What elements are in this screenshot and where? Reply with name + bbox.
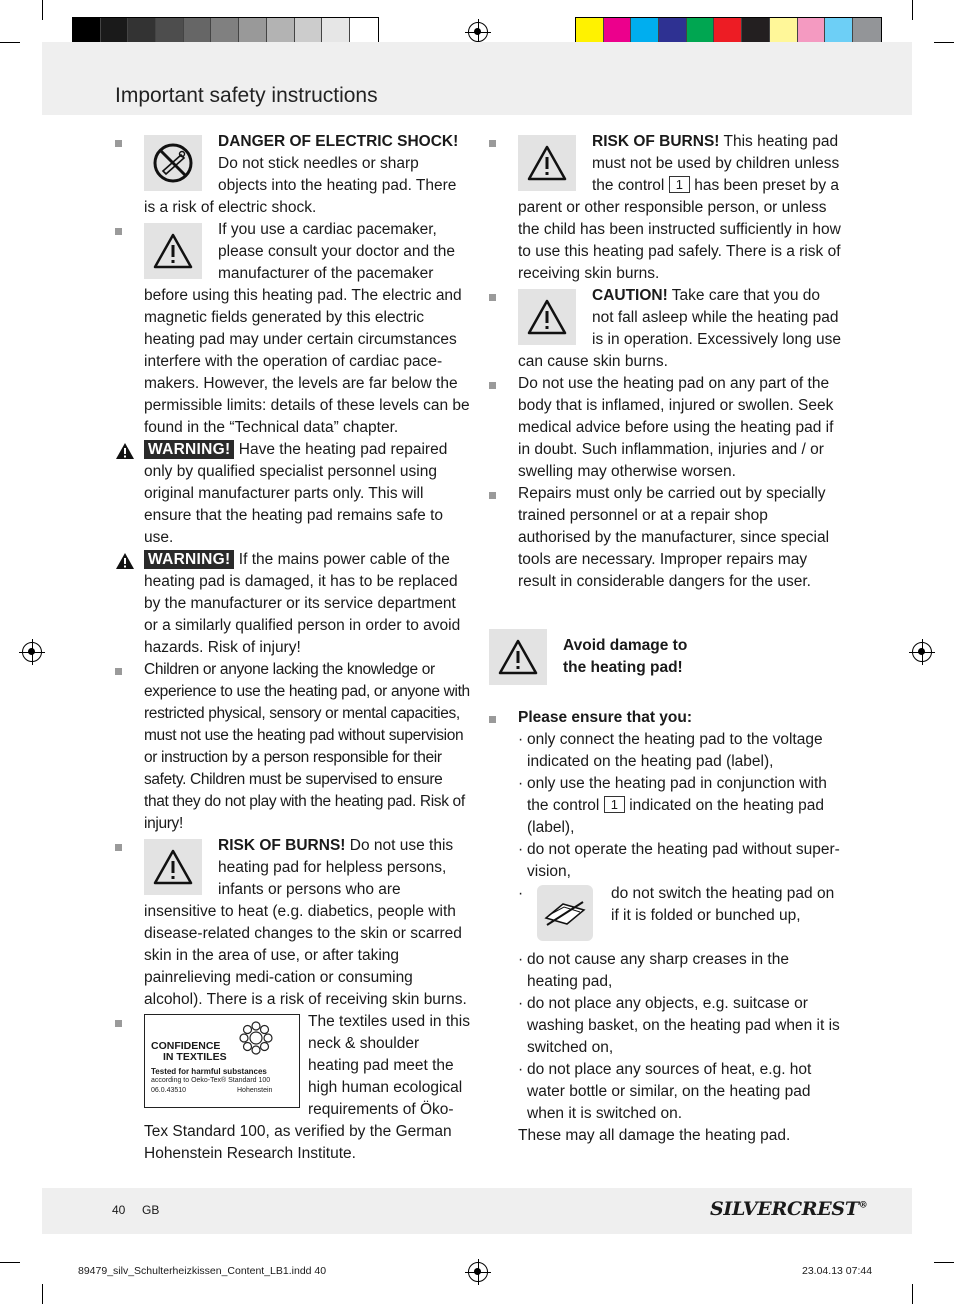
bullet (489, 382, 496, 389)
logo-text: IN TEXTILES (163, 1051, 227, 1063)
list-item (489, 285, 844, 373)
item-text: Repairs must only be carried out by specially trained personnel or at a repair shop authorised by the manufacturer, since special tools are necessary. Improper repairs may result in considerable dangers for the user. (518, 485, 830, 590)
logo-text: CONFIDENCE (151, 1040, 221, 1052)
item-text: This heating pad must not be used by children unless the control (592, 133, 840, 194)
list-item (115, 1011, 470, 1165)
item-text: Take care that you do not fall asleep while the heating pad is in operation. Excessively long use can cause skin burns. (518, 287, 841, 370)
crop-mark (42, 1284, 43, 1304)
warning-label: WARNING! (144, 550, 234, 569)
brand-text: SILVER (710, 1198, 787, 1220)
item-text: Children or anyone lacking the knowledge or experience to use the heating pad, or anyone with restricted physical, sensory or mental capacities, must not use the heating pad without supervision or instruction by a person responsible for their safety. Children must be supervised to ensure that they do not play with the heating pad. Risk of injury! (144, 661, 470, 832)
file-slug: 89479_silv_Schulterheizkissen_Content_LB1.indd 40 (78, 1265, 327, 1277)
oeko-tex-flower-icon (237, 1019, 275, 1057)
logo-text: 06.0.43510 (151, 1087, 187, 1094)
registration-mark-icon (468, 1262, 488, 1282)
list-item: · only connect the heating pad to the voltage indicated on the heating pad (label), (518, 729, 844, 773)
bullet (489, 140, 496, 147)
list-item: · do not operate the heating pad without super-vision, (518, 839, 844, 883)
warning-label: WARNING! (144, 440, 234, 459)
list-item (115, 219, 470, 439)
warning-triangle-icon (489, 629, 547, 685)
item-text: Have the heating pad repaired only by qualified specialist personnel using original manufacturer parts only. This will ensure that the heating pad remains safe to use. (144, 441, 448, 546)
caution-heading: CAUTION! (592, 287, 668, 304)
list-item (489, 707, 844, 1147)
list-item (518, 883, 844, 949)
list-item (115, 439, 470, 549)
crop-mark (934, 42, 954, 43)
page-title: Important safety instructions (115, 84, 378, 107)
oeko-tex-logo (144, 1014, 300, 1108)
crop-mark (912, 0, 913, 20)
bullet (115, 1020, 122, 1027)
item-text: If you use a cardiac pacemaker, please consult your doctor and the manufacturer of the pacemaker before using this heating pad. The electric and magnetic fields generated by this electric heating pad may under certain circumstances interfere with the operation of cardiac pace-makers. However, the levels are far below the permissible limits: details of these levels can be found in the “Technical data” chapter. (144, 221, 470, 436)
folded-pad-icon (537, 885, 593, 941)
crop-mark (912, 1284, 913, 1304)
list-item: · do not place any objects, e.g. suitcase or washing basket, on the heating pad when it is switched on, (518, 993, 844, 1059)
item-text: has been preset by a parent or other responsible person, or unless the child has been instructed sufficiently in how to use this heating pad safely. There is a risk of receiving skin burns. (518, 177, 841, 282)
list-item (489, 373, 844, 483)
bullet (489, 294, 496, 301)
warning-triangle-icon (518, 289, 576, 345)
bullet (489, 492, 496, 499)
item-text: The textiles used in this neck & shoulder heating pad meet the high human ecological requirements of Öko-Tex Standard 100, as verified by the German Hohenstein Research Institute. (144, 1013, 470, 1162)
crop-mark (0, 1262, 20, 1263)
burns-heading: RISK OF BURNS! (218, 837, 346, 854)
section-heading (489, 629, 844, 685)
item-text: Do not use the heating pad on any part of the body that is inflamed, injured or swollen. Seek medical advice before using the heating pad if in doubt. Such inflammation, injuries and / or swelling may otherwise worsen. (518, 375, 834, 480)
registration-mark-icon (468, 22, 488, 42)
list-item: · do not cause any sharp creases in the heating pad, (518, 949, 844, 993)
date-slug: 23.04.13 07:44 (802, 1265, 873, 1277)
item-text: If the mains power cable of the heating pad is damaged, it has to be replaced by the manufacturer or its service department or a similarly qualified person in order to avoid hazards. Risk of injury! (144, 551, 461, 656)
crop-mark (0, 42, 20, 43)
logo-text: according to Oeko-Tex® Standard 100 (151, 1077, 271, 1084)
crop-mark (42, 0, 43, 20)
bullet (115, 668, 122, 675)
item-text: indicated on the heating pad (label), (527, 797, 824, 836)
list-item (115, 835, 470, 1011)
item-text: do not switch the heating pad on if it is folded or bunched up, (611, 885, 835, 924)
control-reference: 1 (604, 796, 625, 813)
registration-mark-icon (912, 642, 932, 662)
registration-mark-icon (22, 642, 42, 662)
bullet (115, 844, 122, 851)
list-item (489, 483, 844, 593)
warning-triangle-icon (518, 135, 576, 191)
brand-text: CREST (786, 1198, 859, 1220)
logo-text: Hohenstein (237, 1087, 273, 1094)
warning-triangle-small-icon (115, 552, 135, 570)
list-item: · do not place any sources of heat, e.g. hot water bottle or similar, on the heating pad when it is switched on. (518, 1059, 844, 1125)
list-item (115, 549, 470, 659)
list-item (518, 773, 844, 839)
bullet (489, 716, 496, 723)
warning-triangle-small-icon (115, 442, 135, 460)
list-item (115, 131, 470, 219)
warning-triangle-icon (144, 839, 202, 895)
item-text: Do not stick needles or sharp objects into the heating pad. There is a risk of electric shock. (144, 155, 457, 216)
right-column (489, 131, 844, 1147)
burns-heading: RISK OF BURNS! (592, 133, 720, 150)
bullet (115, 228, 122, 235)
section-heading-text: the heating pad! (563, 659, 683, 676)
no-needle-icon (144, 135, 202, 191)
ensure-heading: Please ensure that you: (518, 709, 693, 726)
section-heading-text: Avoid damage to (563, 637, 688, 654)
logo-text: Tested for harmful substances (151, 1067, 267, 1076)
item-text: Do not use this heating pad for helpless persons, infants or persons who are insensitive to heat (e.g. diabetics, people with disease-related changes to the skin or scarred skin in the area of use, or after taking painrelieving medi-cation or consuming alcohol). There is a risk of receiving skin burns. (144, 837, 467, 1008)
closing-text: These may all damage the heating pad. (518, 1127, 791, 1144)
list-item (115, 659, 470, 835)
control-reference: 1 (669, 176, 690, 193)
item-text: only use the heating pad in conjunction with the control (527, 775, 827, 814)
crop-mark (934, 1262, 954, 1263)
language-code: GB (142, 1203, 160, 1217)
ensure-list (518, 729, 844, 1125)
danger-heading: DANGER OF ELECTRIC SHOCK! (218, 133, 459, 150)
list-item (489, 131, 844, 285)
bullet (115, 140, 122, 147)
warning-triangle-icon (144, 223, 202, 279)
page-number: 40 (112, 1203, 126, 1217)
left-column (115, 131, 470, 1165)
brand-logo: SILVERCREST® (710, 1198, 868, 1220)
